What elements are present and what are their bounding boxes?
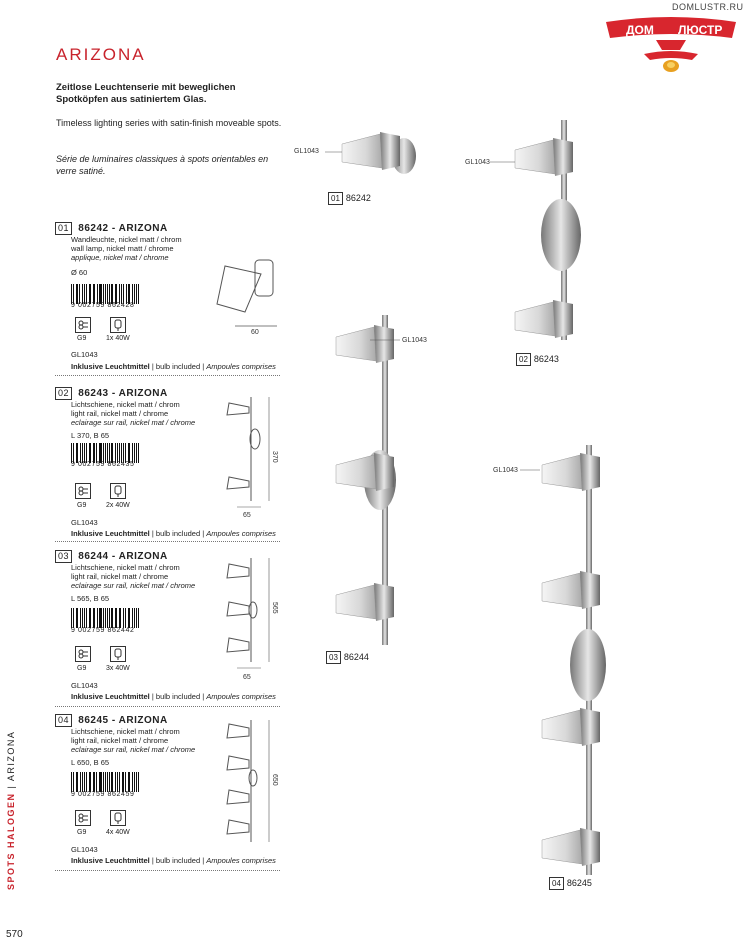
side-section-label: SPOTS HALOGEN | ARIZONA	[6, 730, 16, 890]
bulb-code: GL1043	[71, 845, 98, 854]
photo-86245	[542, 445, 606, 875]
product-name: ARIZONA	[118, 223, 168, 234]
product-description	[71, 400, 195, 427]
photo-label-03: 03 86244	[326, 651, 369, 664]
divider	[55, 706, 280, 707]
included-de: Inklusive Leuchtmittel	[71, 362, 150, 371]
desc-fr: eclairage sur rail, nickel mat / chrome	[71, 418, 196, 427]
socket-icon	[75, 317, 91, 333]
bulb-label: 3x 40W	[106, 665, 130, 672]
included-note: Inklusive Leuchtmittel | bulb included | Ampoules comprises	[71, 856, 276, 865]
photo-label-02: 02 86243	[516, 353, 559, 366]
product-code: 86243	[78, 388, 109, 399]
product-name: ARIZONA	[118, 715, 168, 726]
photo-label-01: 01 86242	[328, 192, 371, 205]
socket-icon	[75, 483, 91, 499]
product-description: Lichtschiene, nickel matt / chrom light rail, nickel matt / chrome eclairage sur rail, nickel mat / chrome	[71, 727, 196, 754]
product-number: 04	[55, 714, 72, 727]
product-header: 04 86245 - ARIZONA	[55, 714, 168, 727]
desc-en: wall lamp, nickel matt / chrome	[71, 244, 174, 253]
product-dimensions: Ø 60	[71, 268, 88, 277]
included-fr: Ampoules comprises	[206, 362, 276, 371]
intro-english: Timeless lighting series with satin-finish moveable spots.	[56, 118, 282, 128]
width-label: 65	[243, 674, 251, 681]
svg-text:ЛЮСТР: ЛЮСТР	[678, 23, 723, 37]
dimension-label: 370	[271, 451, 278, 463]
included-note: Inklusive Leuchtmittel | bulb included | Ampoules comprises	[71, 529, 276, 538]
product-photos	[290, 120, 750, 900]
product-name: ARIZONA	[118, 551, 168, 562]
bulb-label: 1x 40W	[106, 335, 130, 342]
product-header: 01 86242 - ARIZONA	[55, 222, 168, 235]
intro-french: Série de luminaires classiques à spots orientables en verre satiné.	[56, 154, 269, 176]
desc-de: Wandleuchte, nickel matt / chrom	[71, 235, 182, 244]
barcode	[71, 284, 141, 304]
product-code: 86245	[78, 715, 109, 726]
side-label-sub: ARIZONA	[6, 730, 16, 782]
dimension-label: 60	[251, 329, 259, 334]
product-number: 03	[55, 550, 72, 563]
socket-label: G9	[77, 829, 87, 836]
width-label: 65	[243, 512, 251, 519]
dimension-label: 565	[271, 602, 278, 614]
rail-2-drawing	[221, 391, 283, 519]
product-dimensions: L 370, B 65	[71, 431, 110, 440]
socket-label: G9	[77, 502, 87, 509]
product-description	[71, 235, 182, 262]
wall-lamp-drawing	[215, 254, 285, 334]
photo-86244	[336, 315, 396, 645]
intro-german: Zeitlose Leuchtenserie mit beweglichen Spotköpfen aus satiniertem Glas.	[56, 82, 236, 105]
photo-86243	[515, 120, 581, 340]
socket-icon	[75, 646, 91, 662]
desc-fr: applique, nickel mat / chrome	[71, 253, 169, 262]
product-description: Lichtschiene, nickel matt / chrom light rail, nickel matt / chrome eclairage sur rail, nickel mat / chrome	[71, 563, 196, 590]
bulb-icon	[110, 483, 126, 499]
product-number: 02	[55, 387, 72, 400]
divider	[55, 375, 280, 376]
product-header: 02 86243 - ARIZONA	[55, 387, 168, 400]
bulb-icon	[110, 646, 126, 662]
bulb-code: GL1043	[71, 350, 98, 359]
product-header: 03 86244 - ARIZONA	[55, 550, 168, 563]
photo-86242	[342, 132, 416, 174]
product-code: 86242	[78, 223, 109, 234]
rail-3-drawing	[221, 554, 283, 686]
divider	[55, 870, 280, 871]
bulb-label: 4x 40W	[106, 829, 130, 836]
included-note: Inklusive Leuchtmittel | bulb included | Ampoules comprises	[71, 692, 276, 701]
barcode	[71, 772, 141, 792]
photo-gl-label-02: GL1043	[465, 159, 490, 166]
photo-label-04: 04 86245	[549, 877, 592, 890]
barcode-number: 9 002759 862428	[71, 302, 135, 309]
bulb-icon	[110, 810, 126, 826]
socket-label: G9	[77, 665, 87, 672]
included-note: Inklusive Leuchtmittel | bulb included | Ampoules comprises	[71, 362, 276, 371]
product-number: 01	[55, 222, 72, 235]
photo-gl-label-01: GL1043	[294, 148, 319, 155]
photo-gl-label-03: GL1043	[402, 337, 427, 344]
product-dimensions: L 565, B 65	[71, 594, 110, 603]
product-code: 86244	[78, 551, 109, 562]
side-label-main: SPOTS HALOGEN	[6, 792, 16, 890]
barcode	[71, 443, 141, 463]
photo-gl-label-04: GL1043	[493, 467, 518, 474]
barcode-number: 9 002759 862435	[71, 461, 135, 468]
barcode	[71, 608, 141, 628]
bulb-icon	[110, 317, 126, 333]
bulb-code: GL1043	[71, 518, 98, 527]
product-name: ARIZONA	[118, 388, 168, 399]
rail-4-drawing	[221, 718, 283, 850]
barcode-number: 9 002759 862442	[71, 627, 135, 634]
chandelier-logo-icon	[596, 4, 746, 76]
logo-url: DOMLUSTR.RU	[672, 2, 744, 12]
product-dimensions: L 650, B 65	[71, 758, 110, 767]
socket-label: G9	[77, 335, 87, 342]
socket-icon	[75, 810, 91, 826]
svg-text:ДОМ: ДОМ	[626, 23, 654, 37]
included-en: bulb included	[155, 362, 201, 371]
desc-en: light rail, nickel matt / chrome	[71, 409, 169, 418]
bulb-code: GL1043	[71, 681, 98, 690]
bulb-label: 2x 40W	[106, 502, 130, 509]
dimension-label: 650	[271, 774, 278, 786]
page-title: ARIZONA	[56, 45, 146, 64]
barcode-number: 9 002759 862459	[71, 791, 135, 798]
brand-logo	[596, 4, 746, 76]
divider	[55, 541, 280, 542]
desc-de: Lichtschiene, nickel matt / chrom	[71, 400, 180, 409]
page-number: 570	[6, 929, 23, 940]
